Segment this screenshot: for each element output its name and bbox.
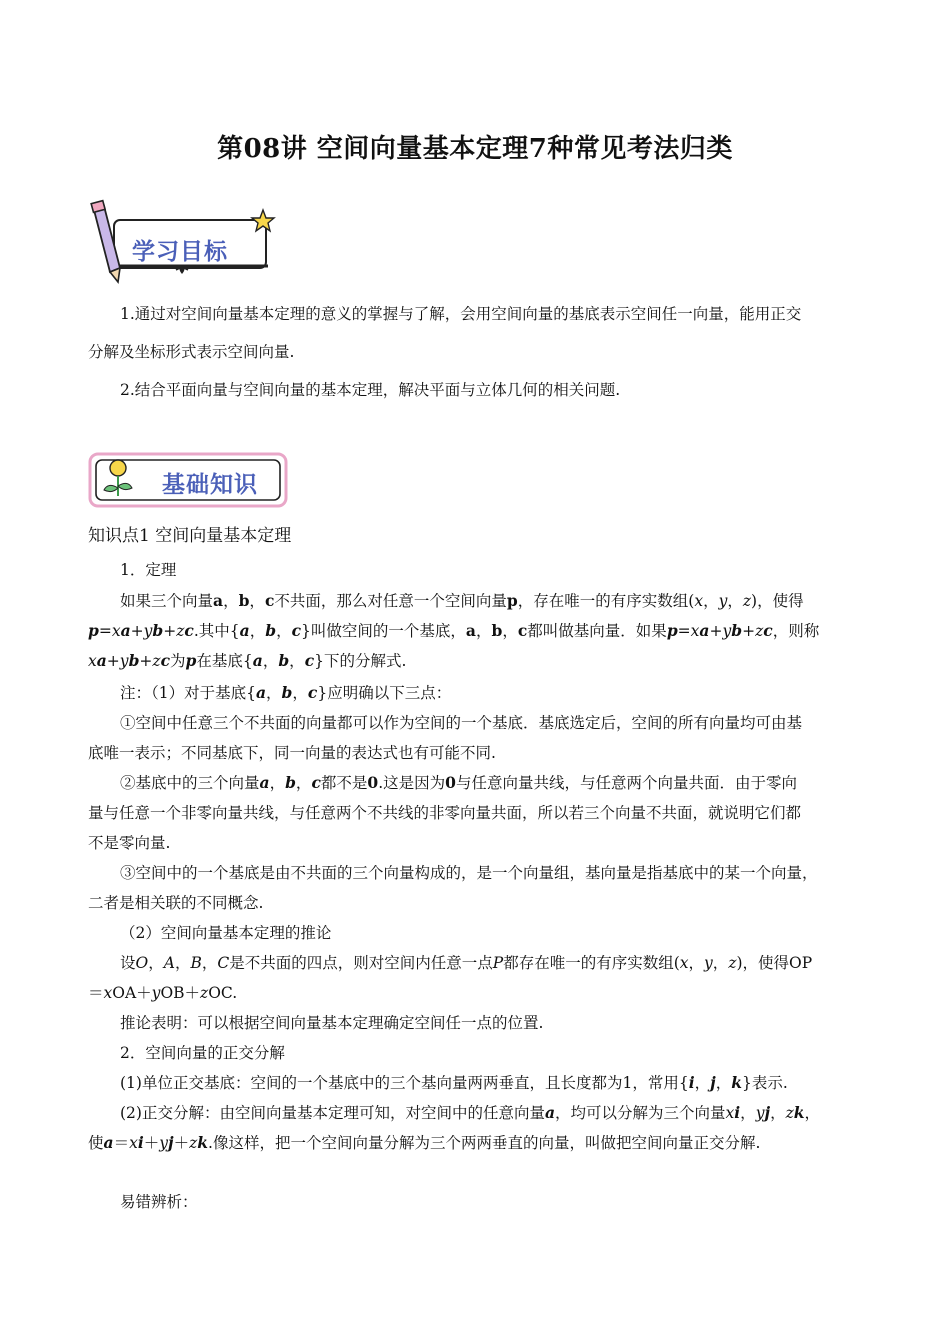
point1-line-1: ①空间中任意三个不共面的向量都可以作为空间的一个基底．基底选定后，空间的所有向量均可由基 bbox=[120, 714, 803, 732]
knowledge-heading: 知识点1 空间向量基本定理 bbox=[88, 526, 292, 546]
corollary-note: 推论表明：可以根据空间向量基本定理确定空间任一点的位置. bbox=[120, 1014, 544, 1032]
sub-heading-2: 2．空间向量的正交分解 bbox=[120, 1044, 285, 1062]
decomposition-line-1: (2)正交分解：由空间向量基本定理可知，对空间中的任意向量a，均可以分解为三个向量xi，yj，zk， bbox=[120, 1103, 821, 1122]
theorem-line-2: p=xa+yb+zc.其中{a，b，c}叫做空间的一个基底，a，b，c都叫做基向量．如果p=xa+yb+zc，则称 bbox=[88, 621, 820, 640]
document-title: 第08讲 空间向量基本定理7种常见考法归类 bbox=[217, 134, 733, 164]
theorem-line-3: xa+yb+zc为p在基底{a，b，c}下的分解式. bbox=[88, 651, 407, 670]
orthonormal-line: (1)单位正交基底：空间的一个基底中的三个基向量两两垂直，且长度都为1，常用{i，j，k}表示. bbox=[120, 1073, 788, 1092]
goal-line-2: 分解及坐标形式表示空间向量. bbox=[88, 343, 295, 361]
goal-line-3: 2.结合平面向量与空间向量的基本定理，解决平面与立体几何的相关问题. bbox=[120, 381, 621, 399]
learning-goals-badge bbox=[80, 196, 280, 288]
error-analysis-title: 易错辨析： bbox=[120, 1193, 198, 1211]
learning-goals-label: 学习目标 bbox=[132, 239, 228, 265]
decomposition-line-2: 使a＝xi＋yj＋zk.像这样，把一个空间向量分解为三个两两垂直的向量，叫做把空间向量正交分解. bbox=[88, 1133, 761, 1152]
goal-line-1: 1.通过对空间向量基本定理的意义的掌握与了解，会用空间向量的基底表示空间任一向量，能用正交 bbox=[120, 305, 802, 323]
basic-knowledge-badge bbox=[86, 448, 292, 512]
theorem-line-1: 如果三个向量a，b，c不共面，那么对任意一个空间向量p，存在唯一的有序实数组(x，y，z)，使得 bbox=[120, 591, 804, 610]
corollary-title: （2）空间向量基本定理的推论 bbox=[120, 924, 332, 942]
point3-line-2: 二者是相关联的不同概念. bbox=[88, 894, 264, 912]
point1-line-2: 底唯一表示；不同基底下，同一向量的表达式也有可能不同. bbox=[88, 744, 496, 762]
note-line: 注：（1）对于基底{a，b，c}应明确以下三点： bbox=[120, 683, 452, 702]
point3-line-1: ③空间中的一个基底是由不共面的三个向量构成的，是一个向量组，基向量是指基底中的某一个向量， bbox=[120, 864, 818, 882]
point2-line-3: 不是零向量. bbox=[88, 834, 171, 852]
corollary-line-1: 设O，A，B，C是不共面的四点，则对空间内任意一点P都存在唯一的有序实数组(x，y，z)，使得OP bbox=[120, 954, 813, 972]
point2-line-1: ②基底中的三个向量a，b，c都不是0.这是因为0与任意向量共线，与任意两个向量共面．由于零向 bbox=[120, 773, 797, 792]
point2-line-2: 量与任意一个非零向量共线，与任意两个不共线的非零向量共面，所以若三个向量不共面，就说明它们都 bbox=[88, 804, 802, 822]
basic-knowledge-label: 基础知识 bbox=[162, 472, 258, 498]
sub-heading-1: 1．定理 bbox=[120, 561, 177, 579]
corollary-line-2: ＝xOA＋yOB＋zOC. bbox=[88, 984, 238, 1002]
